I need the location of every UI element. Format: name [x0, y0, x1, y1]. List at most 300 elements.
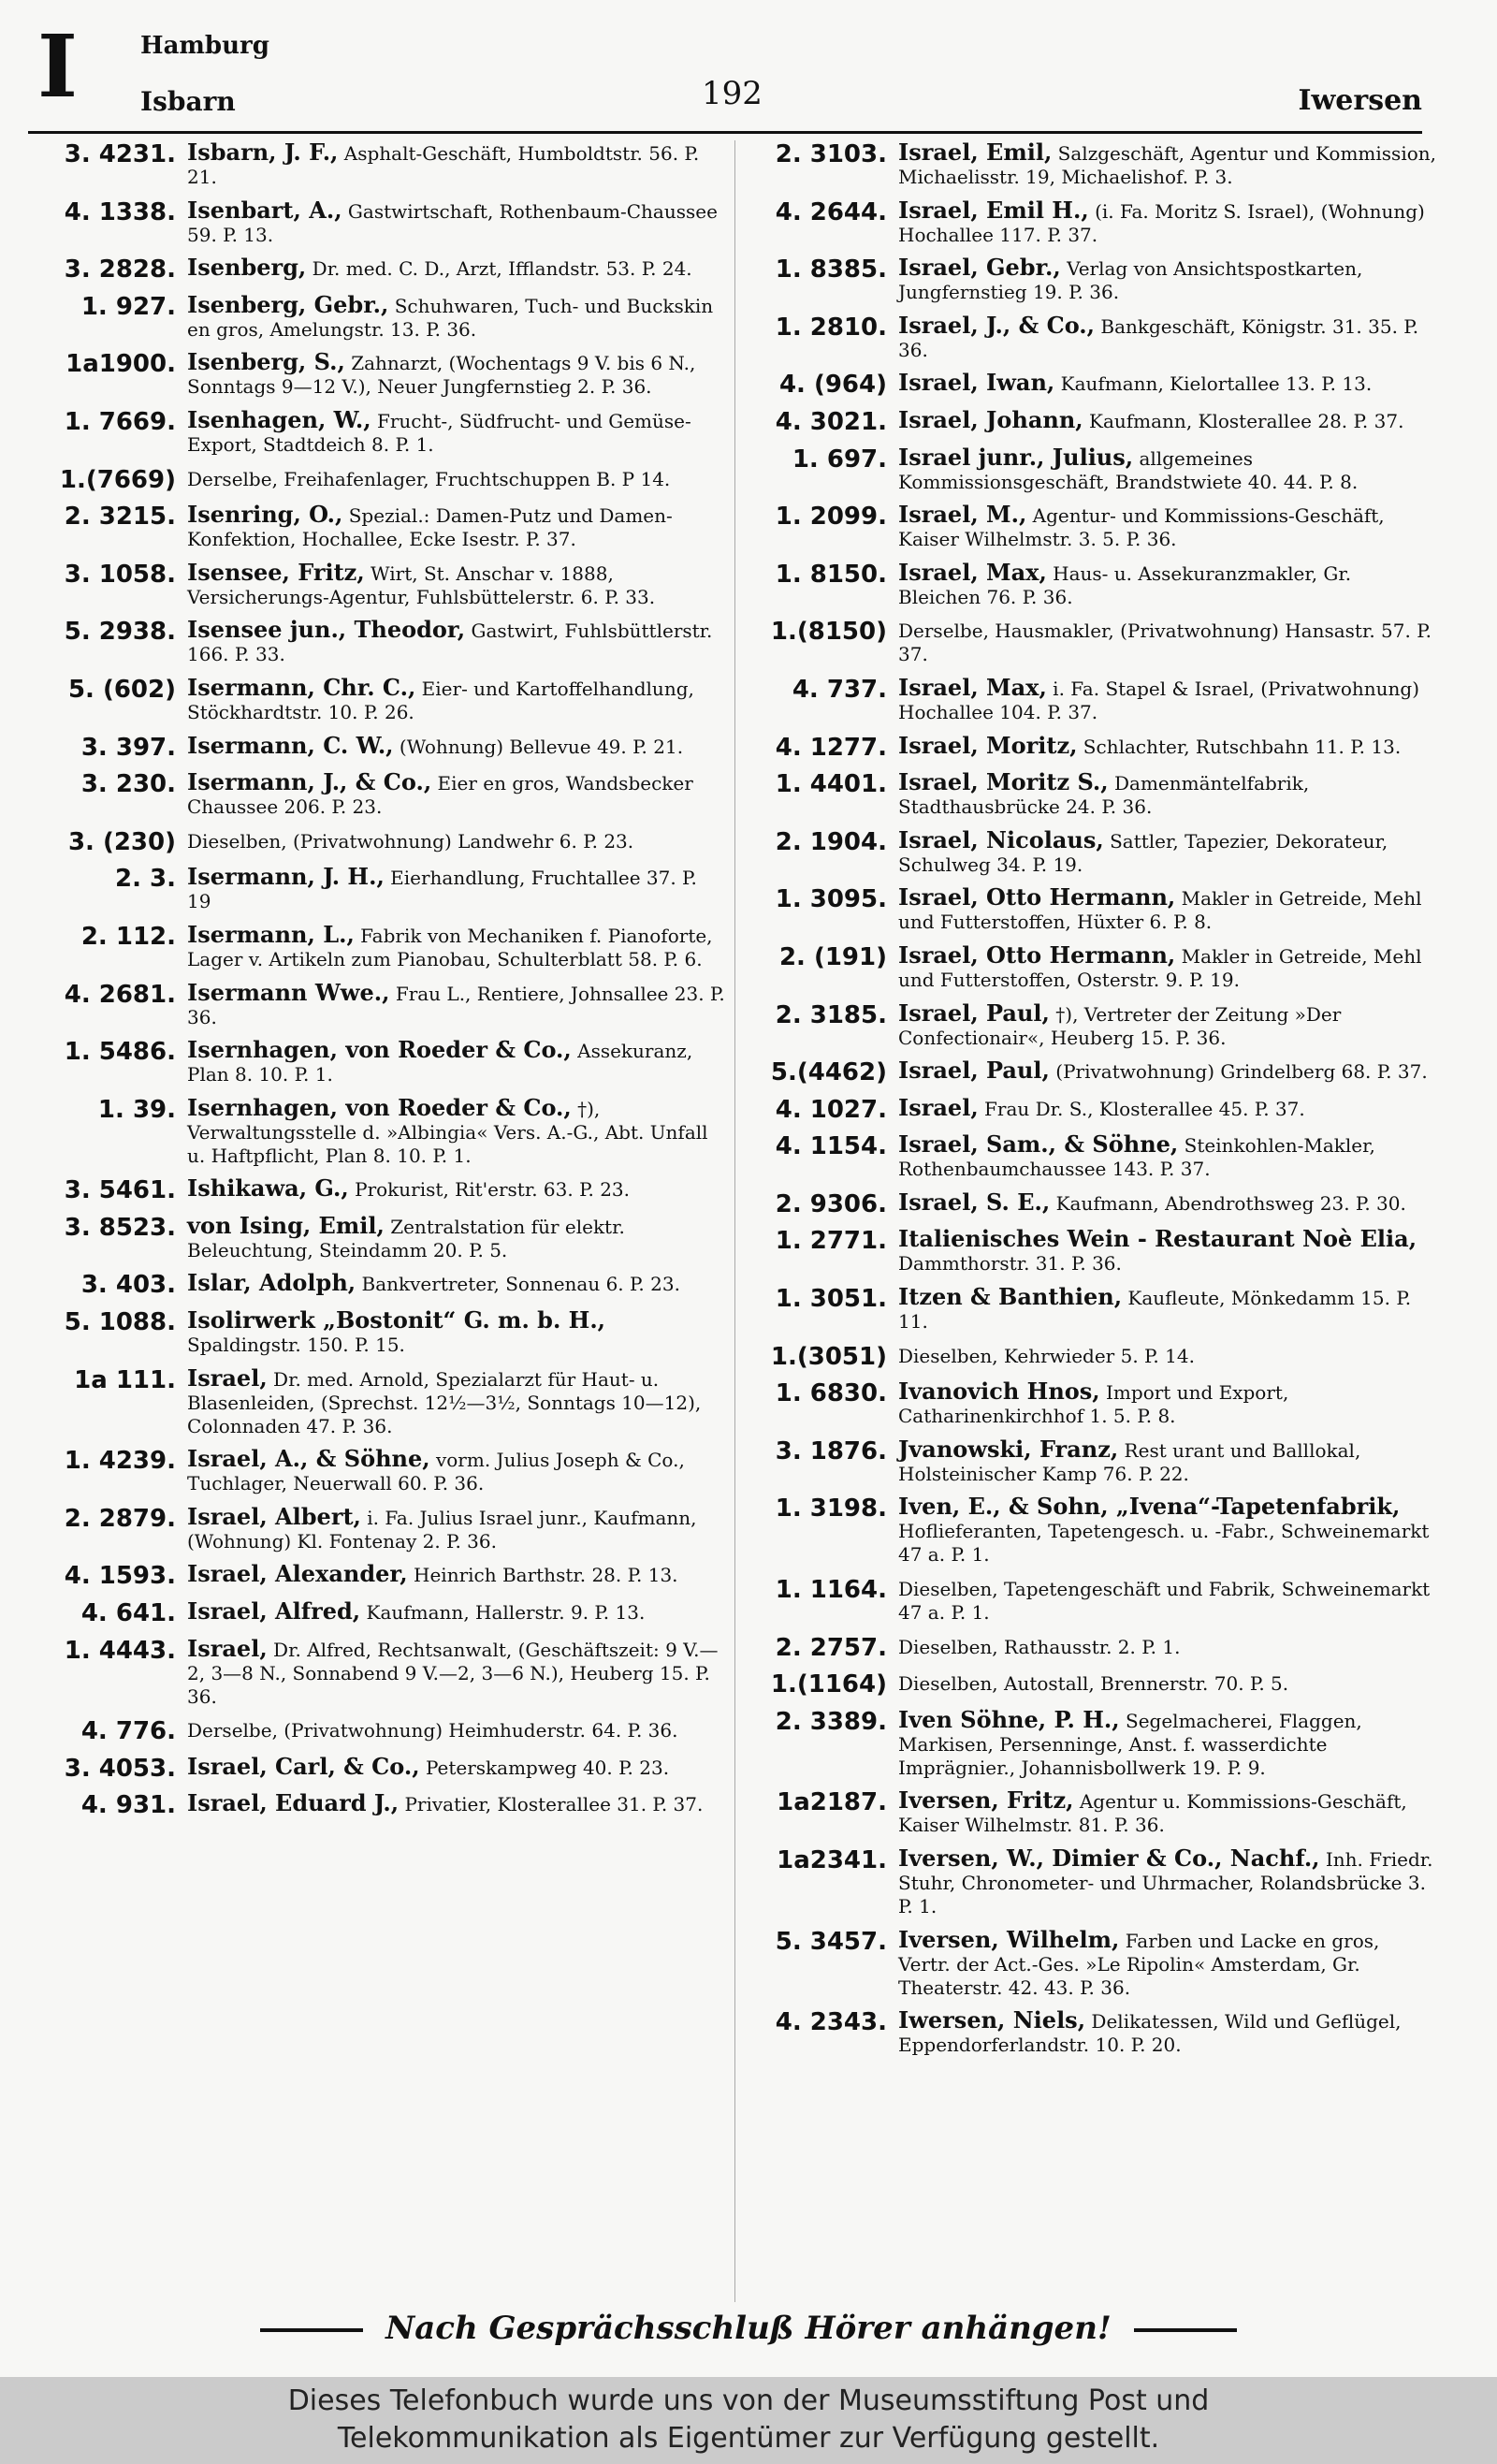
subscriber-name: Israel, Emil H., [898, 196, 1089, 224]
directory-entry [37, 618, 725, 666]
subscriber-name: Israel, Max, [898, 558, 1047, 586]
directory-entry [748, 1494, 1436, 1567]
phone-number: 1. 39. [97, 1095, 176, 1124]
phone-number: 1a2187. [777, 1788, 887, 1817]
entry-text [187, 198, 725, 247]
subscriber-details: Haus- u. Assekuranzmakler, Gr. Bleichen 76. P. 36. [898, 561, 1352, 608]
subscriber-name: Isenberg, Gebr., [187, 290, 389, 318]
subscriber-details: Dieselben, Tapetengeschäft und Fabrik, Schweinemarkt 47 a. P. 1. [898, 1578, 1431, 1625]
subscriber-name: von Ising, Emil, [187, 1211, 385, 1239]
phone-number: 3. 397. [80, 733, 176, 762]
subscriber-name: Israel, M., [898, 501, 1027, 529]
subscriber-details: Gastwirt, Fuhlsbüttlerstr. 166. P. 33. [187, 620, 713, 666]
phone-number: 5. 1088. [64, 1308, 176, 1337]
entry-text [898, 1846, 1436, 1918]
phone-number: 2. 112. [80, 922, 176, 951]
subscriber-name: Iversen, W., Dimier & Co., Nachf., [898, 1844, 1320, 1872]
entry-text [898, 1634, 1436, 1659]
entry-text [187, 140, 725, 189]
directory-entry [37, 1271, 725, 1299]
directory-entry [37, 1599, 725, 1627]
entry-text [898, 618, 1436, 666]
directory-entry [37, 1447, 725, 1495]
phone-number: 2. 9306. [775, 1189, 887, 1218]
directory-entry [748, 313, 1436, 362]
entry-text [187, 1562, 725, 1587]
entry-text [187, 466, 725, 491]
entry-text [187, 1752, 725, 1780]
subscriber-details: Agentur u. Kommissions-Geschäft, Kaiser Wilhelmstr. 81. P. 36. [898, 1790, 1407, 1837]
subscriber-details: i. Fa. Julius Israel junr., Kaufmann, (Wohnung) Kl. Fontenay 2. P. 36. [187, 1506, 697, 1553]
directory-entry [748, 1788, 1436, 1837]
page-number: 192 [702, 75, 763, 112]
subscriber-name: Israel, Eduard J., [187, 1789, 400, 1817]
phone-number: 4. 1027. [775, 1095, 887, 1124]
directory-entry [748, 1227, 1436, 1276]
directory-entry [37, 255, 725, 284]
subscriber-name: Israel, Max, [898, 673, 1047, 701]
subscriber-name: Islar, Adolph, [187, 1269, 356, 1297]
subscriber-name: Israel, J., & Co., [898, 311, 1096, 339]
phone-number: 1. 8150. [775, 560, 887, 589]
phone-number: 1. 8385. [775, 255, 887, 284]
entry-text [898, 1001, 1436, 1050]
subscriber-details: Spaldingstr. 150. P. 15. [187, 1334, 405, 1357]
entry-text [898, 558, 1436, 609]
entry-text [187, 731, 725, 759]
phone-number: 4. 737. [792, 675, 887, 704]
entry-text [898, 1437, 1436, 1486]
subscriber-name: Isermann, J., & Co., [187, 768, 432, 796]
subscriber-name: Israel, [187, 1363, 268, 1392]
subscriber-details: Dammthorstr. 31. P. 36. [898, 1252, 1122, 1276]
subscriber-name: Israel, Moritz S., [898, 768, 1109, 796]
subscriber-details: Zentralstation für elektr. Beleuchtung, Steindamm 20. P. 5. [187, 1215, 625, 1261]
directory-entry [37, 1502, 725, 1553]
subscriber-details: Import und Export, Catharinenkirchhof 1. 5. P. 8. [898, 1381, 1289, 1428]
directory-entry [37, 198, 725, 247]
entry-text [187, 978, 725, 1029]
subscriber-name: Israel, [187, 1634, 268, 1662]
subscriber-name: Itzen & Banthien, [898, 1283, 1123, 1311]
entry-text [898, 1227, 1436, 1276]
entry-text [187, 1717, 725, 1742]
entry-text [187, 503, 725, 551]
phone-number: 4. (964) [778, 371, 887, 400]
subscriber-details: Privatier, Klosterallee 31. P. 37. [404, 1793, 704, 1816]
credit-line-2: Telekommunikation als Eigentümer zur Verfügung gestellt. [337, 2422, 1160, 2455]
subscriber-details: Agentur- und Kommissions-Geschäft, Kaiser Wilhelmstr. 3. 5. P. 36. [898, 504, 1385, 551]
entry-text [187, 1038, 725, 1086]
phone-number: 3. (230) [67, 827, 176, 856]
subscriber-details: Salzgeschäft, Agentur und Kommission, Michaelisstr. 19, Michaelishof. P. 3. [898, 142, 1436, 188]
entry-text [187, 673, 725, 724]
entry-text [898, 1705, 1436, 1780]
directory-entry [748, 1670, 1436, 1699]
subscriber-details: i. Fa. Stapel & Israel, (Privatwohnung) Hochallee 104. P. 37. [898, 677, 1420, 723]
subscriber-name: Israel, Carl, & Co., [187, 1752, 420, 1780]
entry-text [187, 350, 725, 399]
subscriber-details: Kaufmann, Abendrothsweg 23. P. 30. [1055, 1191, 1406, 1215]
directory-entry [37, 1363, 725, 1438]
subscriber-details: Kaufmann, Klosterallee 28. P. 37. [1089, 409, 1404, 432]
entry-text [898, 140, 1436, 189]
subscriber-name: Israel, Otto Hermann, [898, 940, 1176, 969]
phone-number: 1. 3198. [775, 1494, 887, 1524]
subscriber-name: Isernhagen, von Roeder & Co., [187, 1036, 572, 1064]
entry-text [898, 445, 1436, 494]
directory-entry [37, 1211, 725, 1262]
subscriber-details: Steinkohlen-Makler, Rothenbaumchaussee 143. P. 37. [898, 1134, 1375, 1181]
subscriber-name: Israel, Paul, [898, 1057, 1050, 1085]
subscriber-name: Israel, [898, 1093, 979, 1121]
subscriber-name: Israel, Paul, [898, 999, 1050, 1027]
directory-entry [748, 1093, 1436, 1124]
phone-number: 4. 931. [80, 1791, 176, 1820]
phone-number: 2. 2879. [64, 1504, 176, 1533]
phone-number: 2. 3215. [64, 503, 176, 532]
phone-number: 1a1900. [65, 350, 176, 379]
directory-entry [748, 1058, 1436, 1086]
directory-entry [37, 1093, 725, 1168]
subscriber-details: Dieselben, Kehrwieder 5. P. 14. [898, 1344, 1195, 1367]
subscriber-details: Frau L., Rentiere, Johnsallee 23. P. 36. [187, 982, 725, 1028]
directory-entry [37, 770, 725, 819]
entry-text [898, 405, 1436, 433]
phone-number: 5. (602) [67, 675, 176, 704]
subscriber-details: Spezial.: Damen-Putz und Damen-Konfektion, Hochallee, Ecke Isestr. P. 37. [187, 504, 673, 551]
entry-text [187, 828, 725, 853]
phone-number: 4. 776. [80, 1717, 176, 1746]
subscriber-name: Israel junr., Julius, [898, 443, 1134, 471]
directory-entry [748, 445, 1436, 494]
directory-entry [748, 825, 1436, 877]
directory-entry [748, 255, 1436, 304]
directory-entry [37, 1752, 725, 1783]
directory-entry [37, 978, 725, 1029]
footer-note-text: Nach Gesprächsschluß Hörer anhängen! [385, 2310, 1112, 2347]
subscriber-details: Eierhandlung, Fruchtallee 37. P. 19 [187, 867, 697, 913]
phone-number: 1. 927. [80, 292, 176, 321]
phone-number: 1. 3051. [775, 1285, 887, 1314]
subscriber-name: Jvanowski, Franz, [898, 1435, 1119, 1463]
entry-text [187, 770, 725, 819]
subscriber-name: Isolirwerk „Bostonit“ G. m. b. H., [187, 1306, 606, 1334]
directory-entry [748, 371, 1436, 399]
phone-number: 4. 1338. [64, 197, 176, 226]
section-letter: I [37, 16, 79, 117]
entry-text [187, 1634, 725, 1709]
directory-entry [748, 1343, 1436, 1371]
directory-entry [748, 198, 1436, 247]
subscriber-details: Dr. med. Arnold, Spezialarzt für Haut- u. Blasenleiden, (Sprechst. 12½—3½, Sonntags 10—12), Colonnaden 47. P. 36. [187, 1367, 702, 1437]
subscriber-details: Zahnarzt, (Wochentags 9 V. bis 6 N., Sonntags 9—12 V.), Neuer Jungfernstieg 2. P. 36. [187, 352, 696, 399]
directory-entry [748, 405, 1436, 436]
phone-number: 1. 3095. [775, 885, 887, 914]
entry-text [898, 313, 1436, 362]
phone-number: 2. 1904. [775, 827, 887, 856]
directory-entry [748, 940, 1436, 992]
range-to: Iwersen [1298, 84, 1422, 117]
phone-number: 1. 1164. [775, 1576, 887, 1605]
column-divider [734, 140, 735, 2302]
entry-text [898, 503, 1436, 551]
phone-number: 3. 4231. [64, 140, 176, 168]
directory-entry [37, 920, 725, 971]
directory-entry [37, 405, 725, 457]
entry-text [187, 1599, 725, 1625]
subscriber-details: †), Vertreter der Zeitung »Der Confectionair«, Heuberg 15. P. 36. [898, 1002, 1342, 1049]
directory-entry [748, 1001, 1436, 1050]
phone-number: 5.(4462) [770, 1058, 887, 1087]
phone-number: 4. 3021. [775, 407, 887, 436]
subscriber-details: Heinrich Barthstr. 28. P. 13. [414, 1564, 678, 1587]
subscriber-name: Israel, Sam., & Söhne, [898, 1130, 1179, 1159]
phone-number: 1. 4239. [64, 1447, 176, 1476]
entry-text [187, 405, 725, 457]
entry-text [898, 1132, 1436, 1181]
directory-entry [748, 1190, 1436, 1218]
subscriber-details: Segelmacherei, Flaggen, Markisen, Persenninge, Anst. f. wasserdichte Imprägnier., Johannisbollwerk 19. P. 9. [898, 1709, 1362, 1779]
phone-number: 2. 3389. [775, 1707, 887, 1736]
subscriber-details: Schlachter, Rutschbahn 11. P. 13. [1083, 735, 1402, 758]
subscriber-name: Israel, Otto Hermann, [898, 883, 1176, 911]
subscriber-details: Kaufmann, Hallerstr. 9. P. 13. [366, 1601, 646, 1625]
subscriber-name: Isermann, J. H., [187, 863, 385, 891]
subscriber-details: (Privatwohnung) Grindelberg 68. P. 37. [1055, 1060, 1428, 1084]
subscriber-details: Dr. med. C. D., Arzt, Ifflandstr. 53. P. 24. [312, 257, 692, 281]
subscriber-name: Israel, S. E., [898, 1188, 1051, 1216]
subscriber-details: Wirt, St. Anschar v. 1888, Versicherungs-Agentur, Fuhlsbüttelerstr. 6. P. 33. [187, 561, 656, 608]
subscriber-details: (i. Fa. Moritz S. Israel), (Wohnung) Hochallee 117. P. 37. [898, 199, 1425, 246]
subscriber-details: Eier- und Kartoffelhandlung, Stöckhardtstr. 10. P. 26. [187, 677, 694, 723]
subscriber-details: Hoflieferanten, Tapetengesch. u. -Fabr., Schweinemarkt 47 a. P. 1. [898, 1520, 1430, 1567]
subscriber-name: Israel, Alexander, [187, 1560, 408, 1588]
subscriber-name: Isermann, L., [187, 920, 355, 948]
phone-number: 4. 2343. [775, 2008, 887, 2037]
phone-number: 1.(8150) [770, 618, 887, 647]
phone-number: 3. 1058. [64, 560, 176, 589]
phone-number: 1. 2099. [775, 503, 887, 532]
directory-entry [748, 885, 1436, 934]
phone-number: 1. 2771. [775, 1227, 887, 1256]
subscriber-details: Derselbe, Freihafenlager, Fruchtschuppen B. P 14. [187, 467, 671, 490]
phone-number: 1. 5486. [64, 1038, 176, 1067]
subscriber-name: Israel, A., & Söhne, [187, 1445, 430, 1473]
entry-text [187, 865, 725, 913]
subscriber-details: Farben und Lacke en gros, Vertr. der Act.-Ges. »Le Ripolin« Amsterdam, Gr. Theaterstr. 42. 43. P. 36. [898, 1929, 1380, 1999]
entry-text [898, 198, 1436, 247]
phone-number: 4. 1154. [775, 1132, 887, 1161]
subscriber-details: Prokurist, Rit'erstr. 63. P. 23. [355, 1178, 631, 1202]
phone-number: 1. 6830. [775, 1379, 887, 1408]
subscriber-details: vorm. Julius Joseph & Co., Tuchlager, Neuerwall 60. P. 36. [187, 1449, 685, 1495]
entry-text [187, 558, 725, 609]
subscriber-name: Isensee, Fritz, [187, 558, 365, 586]
directory-entry [37, 1634, 725, 1709]
entry-text [898, 1058, 1436, 1084]
phone-number: 1a 111. [74, 1365, 176, 1394]
subscriber-details: Dr. Alfred, Rechtsanwalt, (Geschäftszeit: 9 V.—2, 3—8 N., Sonnabend 9 V.—2, 3—6 N.), Heuberg 15. P. 36. [187, 1638, 719, 1708]
subscriber-details: Asphalt-Geschäft, Humboldtstr. 56. P. 21. [187, 142, 700, 188]
subscriber-details: Rest urant und Balllokal, Holsteinischer Kamp 76. P. 22. [898, 1438, 1361, 1485]
subscriber-details: Delikatessen, Wild und Geflügel, Eppendorferlandstr. 10. P. 20. [898, 2010, 1402, 2057]
phone-number: 4. 1277. [775, 733, 887, 762]
phone-number: 1.(7669) [59, 465, 176, 494]
subscriber-details: Derselbe, (Privatwohnung) Heimhuderstr. 64. P. 36. [187, 1719, 678, 1742]
phone-number: 3. 5461. [64, 1176, 176, 1205]
phone-number: 1.(1164) [770, 1670, 887, 1699]
entry-text [898, 1576, 1436, 1625]
subscriber-name: Iven Söhne, P. H., [898, 1705, 1120, 1733]
phone-number: 1.(3051) [770, 1342, 887, 1371]
subscriber-name: Isernhagen, von Roeder & Co., [187, 1093, 572, 1121]
directory-entry [37, 1038, 725, 1086]
subscriber-details: (Wohnung) Bellevue 49. P. 21. [399, 735, 684, 758]
directory-entry [748, 618, 1436, 666]
phone-number: 5. 3457. [775, 1927, 887, 1956]
entry-text [187, 1093, 725, 1168]
entry-text [187, 1502, 725, 1553]
subscriber-details: Schuhwaren, Tuch- und Buckskin en gros, Amelungstr. 13. P. 36. [187, 294, 714, 341]
left-column [37, 140, 725, 2302]
subscriber-details: Bankgeschäft, Königstr. 31. 35. P. 36. [898, 314, 1419, 361]
phone-number: 2. (191) [778, 942, 887, 971]
phone-number: 3. 1876. [775, 1436, 887, 1465]
entry-text [898, 1494, 1436, 1567]
phone-number: 1a2341. [777, 1846, 887, 1874]
subscriber-name: Israel, Nicolaus, [898, 825, 1104, 853]
phone-number: 1. 7669. [64, 407, 176, 436]
directory-entry [37, 673, 725, 724]
subscriber-details: allgemeines Kommissionsgeschäft, Brandstwiete 40. 44. P. 8. [898, 446, 1359, 493]
subscriber-details: Kaufleute, Mönkedamm 15. P. 11. [898, 1287, 1412, 1334]
directory-entry [748, 1576, 1436, 1625]
subscriber-name: Isermann, Chr. C., [187, 673, 416, 701]
directory-entry [748, 1285, 1436, 1334]
phone-number: 3. 403. [80, 1271, 176, 1300]
directory-entry [748, 1437, 1436, 1486]
phone-number: 4. 2644. [775, 197, 887, 226]
entry-text [898, 731, 1436, 759]
subscriber-name: Isbarn, J. F., [187, 140, 339, 166]
subscriber-details: †), Verwaltungsstelle d. »Albingia« Vers. A.-G., Abt. Unfall u. Haftpflicht, Plan 8. 10. P. 1. [187, 1097, 708, 1167]
right-column [748, 140, 1436, 2302]
directory-entry [37, 558, 725, 609]
subscriber-details: Frucht-, Südfrucht- und Gemüse-Export, Stadtdeich 8. P. 1. [187, 409, 691, 456]
entry-text [898, 2008, 1436, 2057]
phone-number: 3. 230. [80, 770, 176, 799]
subscriber-details: Sattler, Tapezier, Dekorateur, Schulweg 34. P. 19. [898, 829, 1388, 876]
subscriber-details: Makler in Getreide, Mehl und Futterstoffen, Osterstr. 9. P. 19. [898, 944, 1422, 991]
entry-text [187, 618, 725, 666]
subscriber-name: Isensee jun., Theodor, [187, 616, 466, 644]
entry-text [898, 673, 1436, 724]
directory-entry [748, 2008, 1436, 2057]
subscriber-name: Isermann Wwe., [187, 978, 390, 1006]
subscriber-name: Iwersen, Niels, [898, 2006, 1086, 2034]
entry-text [898, 1925, 1436, 2000]
entry-text [898, 1379, 1436, 1428]
directory-entry [37, 1176, 725, 1204]
entry-text [187, 920, 725, 971]
subscriber-name: Israel, Johann, [898, 405, 1083, 433]
phone-number: 2. 2757. [775, 1633, 887, 1662]
header-rule [28, 131, 1422, 134]
directory-entry [748, 1132, 1436, 1181]
subscriber-name: Iversen, Fritz, [898, 1786, 1074, 1815]
directory-entry [37, 1562, 725, 1590]
subscriber-name: Israel, Moritz, [898, 731, 1078, 759]
subscriber-details: Damenmäntelfabrik, Stadthausbrücke 24. P. 36. [898, 772, 1310, 819]
entry-text [898, 1343, 1436, 1368]
subscriber-name: Israel, Iwan, [898, 369, 1055, 397]
entry-text [187, 1308, 725, 1357]
directory-entry [37, 731, 725, 762]
subscriber-details: Gastwirtschaft, Rothenbaum-Chaussee 59. P. 13. [187, 199, 718, 246]
entry-text [187, 255, 725, 281]
entry-text [898, 255, 1436, 304]
entry-text [898, 1670, 1436, 1696]
subscriber-name: Isenberg, [187, 254, 307, 282]
subscriber-name: Italienisches Wein - Restaurant Noè Elia, [898, 1225, 1417, 1253]
phone-number: 5. 2938. [64, 618, 176, 647]
subscriber-name: Isenbart, A., [187, 196, 342, 224]
subscriber-name: Israel, Alfred, [187, 1597, 361, 1626]
phone-number: 3. 8523. [64, 1213, 176, 1242]
subscriber-name: Isenhagen, W., [187, 405, 371, 433]
phone-number: 1. 4401. [775, 770, 887, 799]
credit-line-1: Dieses Telefonbuch wurde uns von der Museumsstiftung Post und [287, 2384, 1210, 2417]
directory-entry [37, 865, 725, 913]
subscriber-details: Makler in Getreide, Mehl und Futterstoffen, Hüxter 6. P. 8. [898, 887, 1422, 934]
subscriber-details: Verlag von Ansichtspostkarten, Jungfernstieg 19. P. 36. [898, 257, 1363, 304]
entry-text [898, 825, 1436, 877]
subscriber-name: Iversen, Wilhelm, [898, 1925, 1120, 1953]
entry-text [187, 1791, 725, 1816]
directory-entry [37, 1717, 725, 1745]
entry-text [898, 1093, 1436, 1121]
subscriber-details: Dieselben, Rathausstr. 2. P. 1. [898, 1635, 1181, 1658]
range-from: Isbarn [140, 86, 236, 117]
subscriber-details: Kaufmann, Kielortallee 13. P. 13. [1060, 372, 1373, 396]
entry-text [898, 371, 1436, 396]
subscriber-details: Frau Dr. S., Klosterallee 45. P. 37. [984, 1097, 1305, 1120]
phone-number: 1. 2810. [775, 313, 887, 342]
subscriber-details: Inh. Friedr. Stuhr, Chronometer- und Uhrmacher, Rolandsbrücke 3. P. 1. [898, 1848, 1433, 1917]
subscriber-name: Israel, Gebr., [898, 254, 1061, 282]
directory-entry [748, 140, 1436, 189]
subscriber-details: Assekuranz, Plan 8. 10. P. 1. [187, 1040, 693, 1086]
subscriber-name: Isenring, O., [187, 501, 343, 529]
directory-entry [37, 290, 725, 342]
subscriber-details: Fabrik von Mechaniken f. Pianoforte, Lager v. Artikeln zum Pianobau, Schulterblatt 58. P. 6. [187, 924, 713, 970]
credit-banner [0, 2377, 1497, 2464]
page-header [28, 16, 1422, 131]
entry-text [187, 1211, 725, 1262]
directory-entry [748, 1705, 1436, 1780]
phone-number: 4. 641. [80, 1599, 176, 1628]
footer-note [0, 2310, 1497, 2347]
phone-number: 3. 4053. [64, 1754, 176, 1783]
directory-entry [748, 1846, 1436, 1918]
entry-text [898, 1788, 1436, 1837]
directory-entry [748, 731, 1436, 762]
subscriber-name: Ivanovich Hnos, [898, 1378, 1100, 1406]
directory-entry [748, 503, 1436, 551]
subscriber-details: Eier en gros, Wandsbecker Chaussee 206. P. 23. [187, 772, 693, 819]
subscriber-details: Peterskampweg 40. P. 23. [425, 1756, 670, 1779]
